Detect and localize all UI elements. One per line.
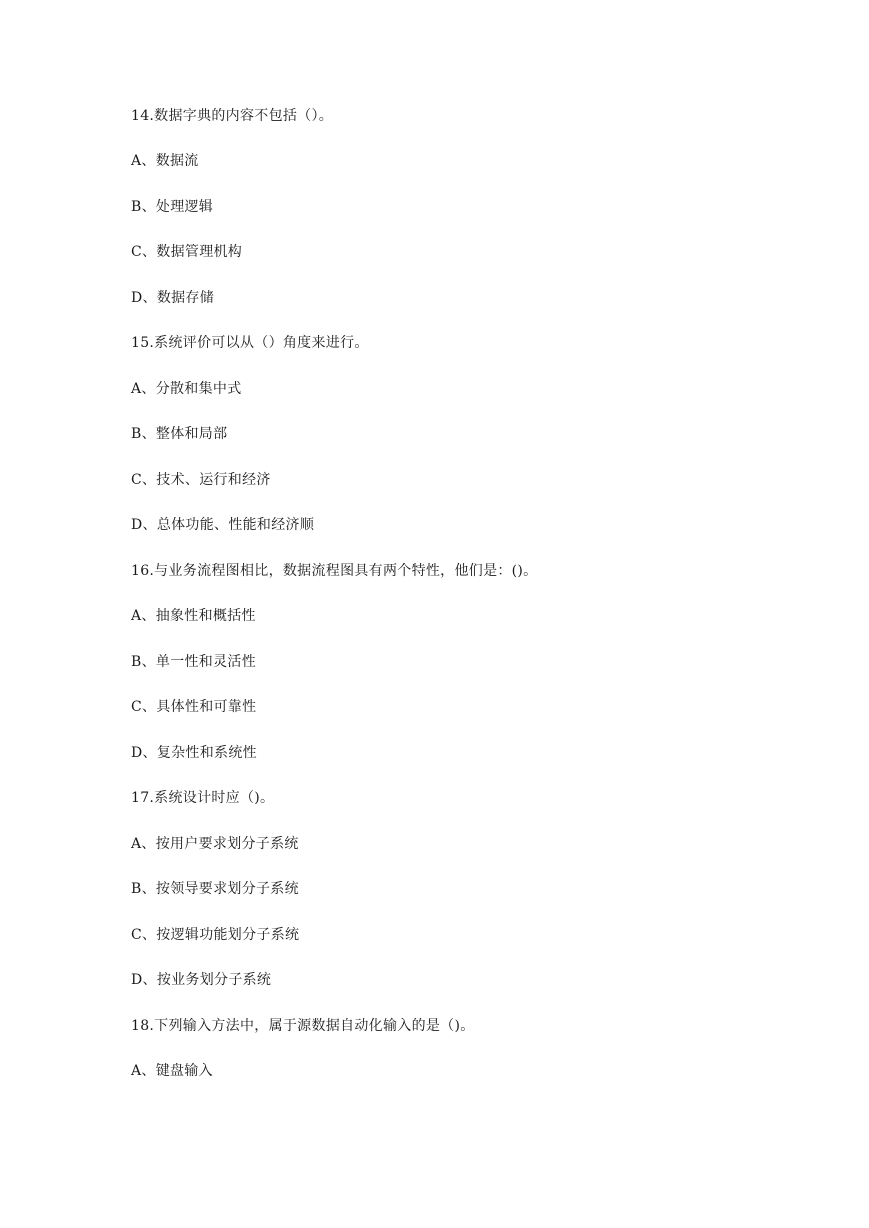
- question-17: 17.系统设计时应（)。: [131, 790, 275, 806]
- question-15-option-a: A、分散和集中式: [131, 381, 242, 397]
- question-14-option-c: C、数据管理机构: [131, 244, 243, 260]
- question-17-option-b: B、按领导要求划分子系统: [131, 881, 299, 897]
- question-16-option-c: C、具体性和可靠性: [131, 699, 257, 715]
- question-14-option-b: B、处理逻辑: [131, 199, 214, 215]
- question-17-option-c: C、按逻辑功能划分子系统: [131, 927, 300, 943]
- question-14: 14.数据字典的内容不包括（）。: [131, 108, 334, 124]
- question-15-option-c: C、技术、运行和经济: [131, 472, 271, 488]
- question-16-option-b: B、单一性和灵活性: [131, 654, 256, 670]
- question-15: 15.系统评价可以从（）角度来进行。: [131, 335, 369, 351]
- question-18: 18.下列输入方法中，属于源数据自动化输入的是（)。: [131, 1018, 475, 1034]
- question-16: 16.与业务流程图相比，数据流程图具有两个特性，他们是：()。: [131, 563, 538, 579]
- question-16-option-d: D、复杂性和系统性: [131, 745, 257, 761]
- question-15-option-b: B、整体和局部: [131, 426, 228, 442]
- question-14-option-d: D、数据存储: [131, 290, 215, 306]
- question-16-option-a: A、抽象性和概括性: [131, 608, 256, 624]
- question-17-option-d: D、按业务划分子系统: [131, 972, 272, 988]
- question-18-option-a: A、键盘输入: [131, 1063, 213, 1079]
- question-15-option-d: D、总体功能、性能和经济顺: [131, 517, 315, 533]
- question-14-option-a: A、数据流: [131, 153, 199, 169]
- question-17-option-a: A、按用户要求划分子系统: [131, 836, 299, 852]
